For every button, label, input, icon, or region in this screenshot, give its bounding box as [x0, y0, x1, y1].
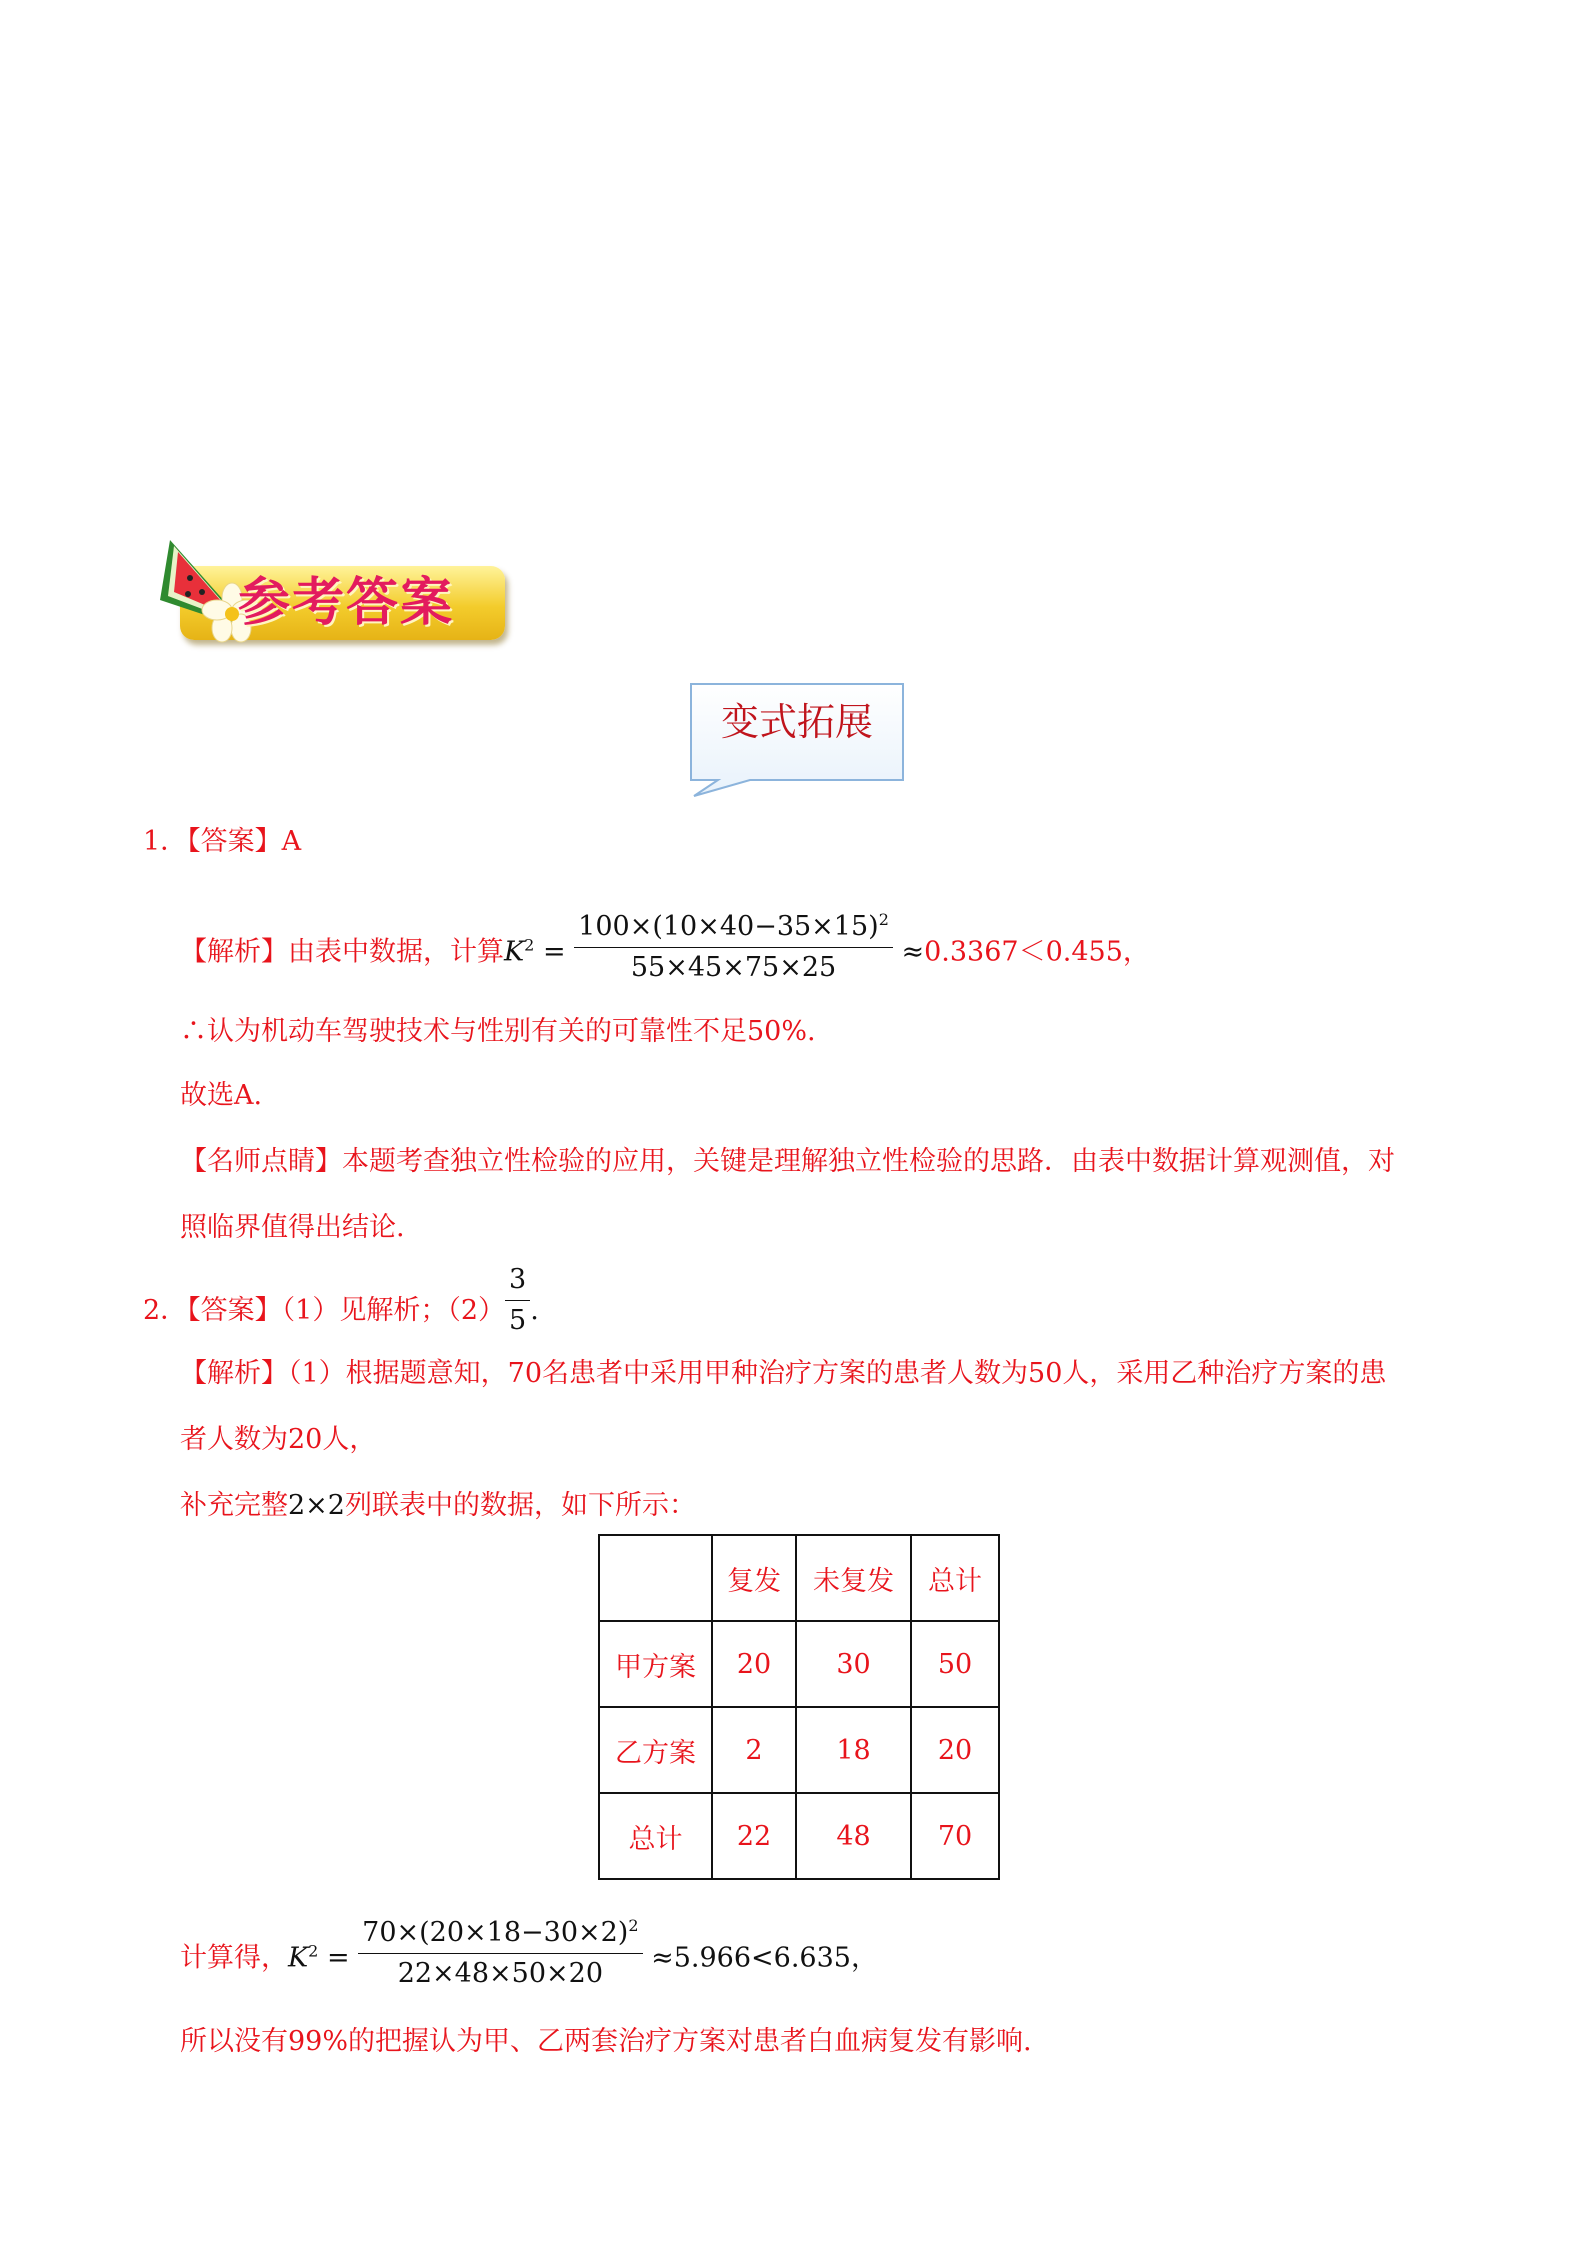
table-cell: 甲方案: [599, 1621, 712, 1707]
table-cell: 20: [712, 1621, 796, 1707]
q2-answer-numerator: 3: [505, 1260, 530, 1301]
table-cell: 22: [712, 1793, 796, 1879]
table-row: [599, 1793, 999, 1879]
table-row: [599, 1707, 999, 1793]
q1-k2-exponent: 2: [524, 935, 535, 955]
banner-title: 参考答案: [238, 572, 455, 633]
table-cell: 18: [796, 1707, 911, 1793]
q2-equals: =: [326, 1942, 350, 1974]
q2-analysis-line1: 【解析】（1）根据题意知，70名患者中采用甲种治疗方案的患者人数为50人，采用乙种治疗方案的患: [180, 1358, 1387, 1389]
q1-denominator: 55×45×75×25: [630, 952, 837, 983]
q2-line3-suffix: 列联表中的数据，如下所示：: [344, 1490, 696, 1521]
q2-k2-symbol: K: [288, 1942, 309, 1974]
q2-calc-formula: [180, 1916, 878, 1994]
q1-result-value: 0.3367＜0.455，: [924, 936, 1150, 968]
q2-conclusion: 所以没有99%的把握认为甲、乙两套治疗方案对患者白血病复发有影响.: [180, 2026, 1032, 2057]
q1-equals: =: [542, 936, 566, 968]
table-cell: 30: [796, 1621, 911, 1707]
table-row: [599, 1621, 999, 1707]
table-cell: 总计: [599, 1793, 712, 1879]
callout-label: 变式拓展: [720, 700, 873, 744]
q2-answer-denominator: 5: [509, 1305, 527, 1336]
q2-k2-exponent: 2: [308, 1941, 319, 1961]
answer-banner: [150, 530, 510, 650]
table-cell: 复发: [712, 1535, 796, 1621]
table-cell: 乙方案: [599, 1707, 712, 1793]
q2-result: ≈5.966<6.635: [651, 1942, 851, 1974]
q2-fraction: [358, 1906, 642, 1994]
q2-analysis-line3: [180, 1486, 696, 1526]
q2-calc-label: 计算得，: [180, 1942, 288, 1974]
q1-tip-line1: 【名师点睛】本题考查独立性检验的应用，关键是理解独立性检验的思路．由表中数据计算观测值，对: [180, 1146, 1395, 1177]
q2-analysis-line2: 者人数为20人，: [180, 1424, 377, 1455]
q2-line3-prefix: 补充完整: [180, 1490, 288, 1521]
q2-answer-end: .: [530, 1295, 539, 1326]
q1-approx: ≈: [901, 936, 925, 968]
q1-fraction: [574, 900, 893, 988]
table-cell: 总计: [911, 1535, 999, 1621]
q2-line3-math: 2×2: [288, 1490, 345, 1521]
q1-conclusion: ∴认为机动车驾驶技术与性别有关的可靠性不足50%.: [180, 1016, 816, 1047]
q1-analysis-formula: [180, 910, 1150, 988]
table-cell: 20: [911, 1707, 999, 1793]
q1-analysis-label: 【解析】由表中数据，计算: [180, 936, 504, 968]
q2-numerator: $70\times(20\times 18-30\times 2)^2$: [358, 1906, 642, 1954]
table-cell: 48: [796, 1793, 911, 1879]
q2-denominator: 22×48×50×20: [397, 1958, 603, 1989]
q1-numerator: $100\times(10\times 40-35\times 15)^2$: [574, 900, 893, 948]
q2-answer-text: 2．【答案】（1）见解析；（2）: [143, 1295, 506, 1326]
q2-answer-fraction: [505, 1260, 530, 1341]
table-cell: [599, 1535, 712, 1621]
q1-choice: 故选A.: [180, 1080, 263, 1111]
table-header-row: [599, 1535, 999, 1621]
table-cell: 50: [911, 1621, 999, 1707]
section-callout: [690, 683, 904, 798]
q1-tip-line2: 照临界值得出结论.: [180, 1212, 405, 1243]
q2-answer-heading: [143, 1264, 539, 1341]
table-cell: 2: [712, 1707, 796, 1793]
table-cell: 未复发: [796, 1535, 911, 1621]
q1-answer-heading: 1．【答案】A: [143, 826, 302, 857]
q1-k2-symbol: K: [504, 936, 525, 968]
contingency-table: [598, 1534, 1000, 1880]
table-cell: 70: [911, 1793, 999, 1879]
q2-result-end: ，: [850, 1942, 878, 1974]
